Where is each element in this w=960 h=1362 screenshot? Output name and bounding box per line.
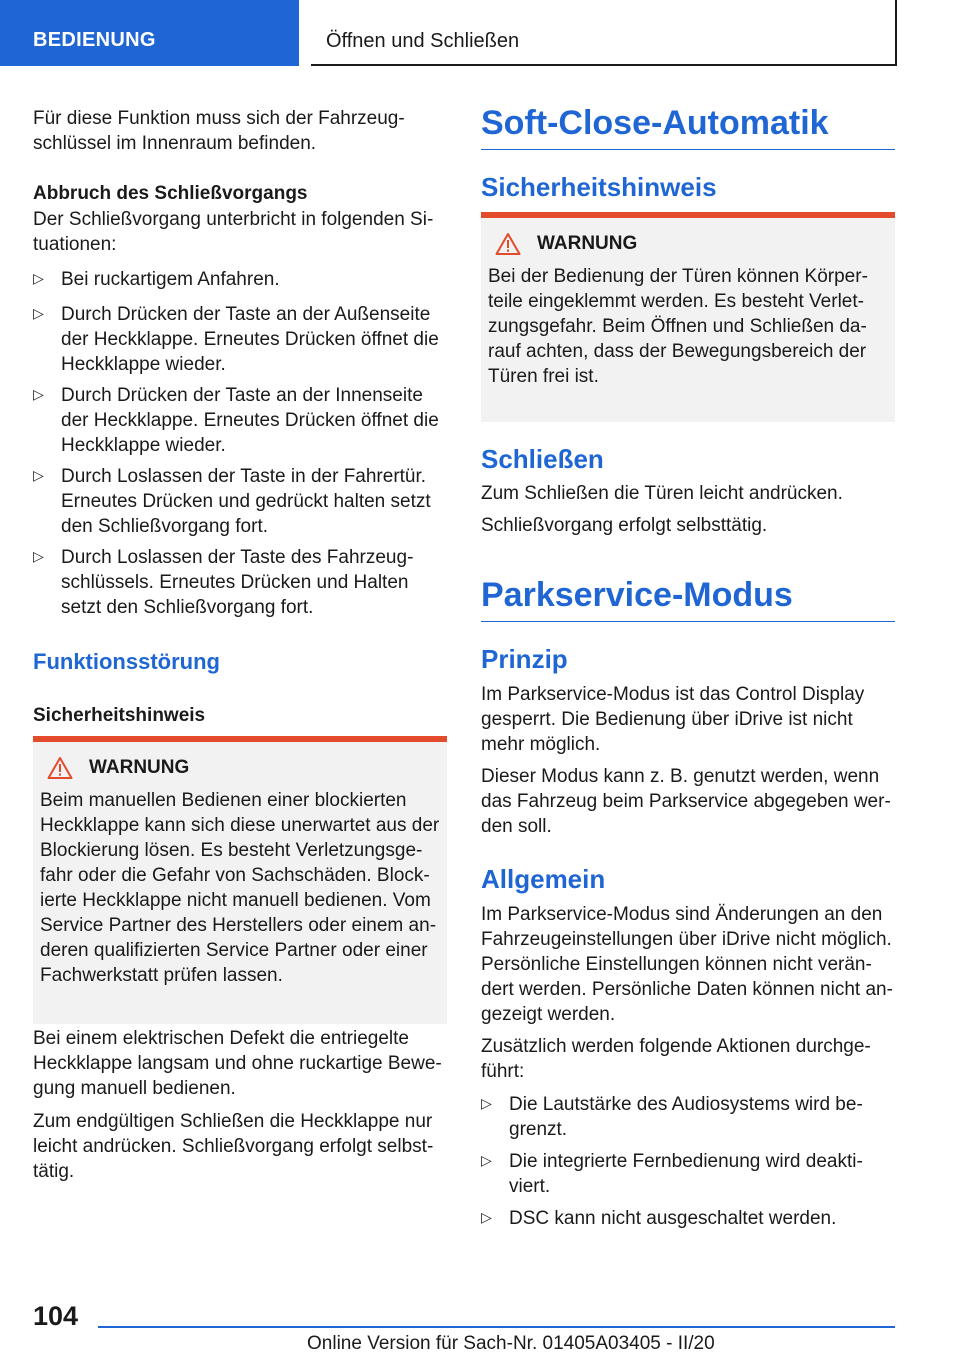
abort-heading: Abbruch des Schließvorgangs bbox=[33, 183, 308, 204]
closing-text-2: Schließvorgang erfolgt selbsttätig. bbox=[481, 515, 768, 536]
principle-text-1: Im Parkservice-Modus ist das Control Display gesperrt. Die Bedienung über iDrive ist nicht mehr möglich. bbox=[481, 684, 865, 755]
footer-online-version: Online Version für Sach-Nr. 01405A03405 - II/20 bbox=[307, 1333, 715, 1354]
warning-box bbox=[33, 736, 447, 1024]
list-item: ▷ Durch Drücken der Taste an der Außenseite der Heckklappe. Erneutes Drücken öffnet die Heckklappe wieder. bbox=[33, 304, 439, 375]
list-item: ▷ Durch Loslassen der Taste des Fahrzeugschlüssels. Erneutes Drücken und Halten setzt den Schließvorgang fort. bbox=[33, 547, 414, 618]
general-text-1: Im Parkservice-Modus sind Änderungen an den Fahrzeugeinstellungen über iDrive nicht möglich. Persönliche Einstellungen können nicht verändert werden. Persönliche Daten können nicht angezeigt werden. bbox=[481, 904, 893, 1025]
defect-text: Bei einem elektrischen Defekt die entriegelte Heckklappe langsam und ohne ruckartige Bewegung manuell bedienen. bbox=[33, 1028, 442, 1099]
triangle-bullet-icon: ▷ bbox=[33, 305, 44, 321]
footer-rule bbox=[98, 1326, 895, 1328]
triangle-bullet-icon: ▷ bbox=[33, 548, 44, 564]
triangle-bullet-icon: ▷ bbox=[481, 1152, 492, 1168]
warning-box bbox=[481, 212, 895, 422]
principle-text-2: Dieser Modus kann z. B. genutzt werden, wenn das Fahrzeug beim Parkservice abgegeben werden soll. bbox=[481, 766, 891, 837]
general-text-2: Zusätzlich werden folgende Aktionen durchgeführt: bbox=[481, 1036, 871, 1082]
list-item: ▷ Durch Drücken der Taste an der Innenseite der Heckklappe. Erneutes Drücken öffnet die Heckklappe wieder. bbox=[33, 385, 439, 456]
triangle-bullet-icon: ▷ bbox=[481, 1095, 492, 1111]
softclose-title: Soft-Close-Automatik bbox=[481, 103, 895, 150]
page-number: 104 bbox=[33, 1301, 79, 1331]
list-item: ▷ Die Lautstärke des Audiosystems wird begrenzt. bbox=[481, 1094, 863, 1140]
list-item: ▷ DSC kann nicht ausgeschaltet werden. bbox=[481, 1208, 837, 1229]
list-item: ▷ Die integrierte Fernbedienung wird deaktiviert. bbox=[481, 1151, 863, 1197]
triangle-bullet-icon: ▷ bbox=[481, 1209, 492, 1225]
list-item: ▷ Durch Loslassen der Taste in der Fahrertür. Erneutes Drücken und gedrückt halten setzt den Schließvorgang fort. bbox=[33, 466, 431, 537]
triangle-bullet-icon: ▷ bbox=[33, 270, 44, 286]
warning-label: WARNUNG bbox=[537, 233, 638, 254]
safety-heading-right: Sicherheitshinweis bbox=[481, 172, 717, 202]
warning-text: Beim manuellen Bedienen einer blockierten Heckklappe kann sich diese unerwartet aus der Blockierung lösen. Es besteht Verletzungsgefahr oder die Gefahr von Sachschäden. Blockierte Heckklappe nicht manuell bedienen. Vom Service Partner des Herstellers oder einem anderen qualifizierten Service Partner oder einer Fachwerkstatt prüfen lassen. bbox=[40, 790, 440, 986]
header-chapter-box bbox=[311, 0, 897, 66]
triangle-bullet-icon: ▷ bbox=[33, 386, 44, 402]
abort-text: Der Schließvorgang unterbricht in folgenden Situationen: bbox=[33, 209, 434, 255]
warning-triangle-icon bbox=[47, 756, 73, 780]
triangle-bullet-icon: ▷ bbox=[33, 467, 44, 483]
closing-heading: Schließen bbox=[481, 444, 604, 474]
principle-heading: Prinzip bbox=[481, 644, 568, 674]
list-item: ▷ Bei ruckartigem Anfahren. bbox=[33, 269, 280, 290]
warning-triangle-icon bbox=[495, 232, 521, 256]
closing-text-1: Zum Schließen die Türen leicht andrücken. bbox=[481, 483, 843, 504]
final-text: Zum endgültigen Schließen die Heckklappe nur leicht andrücken. Schließvorgang erfolgt selbsttätig. bbox=[33, 1111, 434, 1182]
header-section-tab bbox=[0, 0, 299, 66]
warning-title bbox=[47, 756, 189, 784]
warning-title bbox=[495, 232, 637, 260]
warning-label: WARNUNG bbox=[89, 757, 190, 778]
header-section-label: BEDIENUNG bbox=[33, 29, 156, 51]
warning-text: Bei der Bedienung der Türen können Körperteile eingeklemmt werden. Es besteht Verletzungsgefahr. Beim Öffnen und Schließen darauf achten, dass der Bewegungsbereich der Türen frei ist. bbox=[488, 266, 868, 387]
general-heading: Allgemein bbox=[481, 864, 606, 894]
safety-heading: Sicherheitshinweis bbox=[33, 705, 206, 726]
intro-text: Für diese Funktion muss sich der Fahrzeugschlüssel im Innenraum befinden. bbox=[33, 108, 405, 154]
parkservice-title: Parkservice-Modus bbox=[481, 575, 895, 622]
header-chapter-label: Öffnen und Schließen bbox=[326, 30, 520, 52]
malfunction-heading: Funktionsstörung bbox=[33, 649, 220, 674]
